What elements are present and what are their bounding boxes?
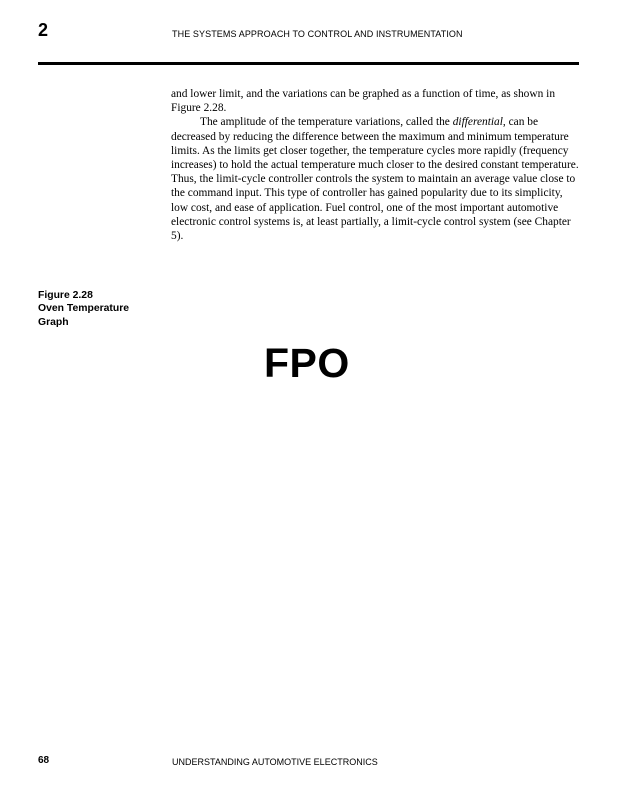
paragraph-text: , can be decreased by reducing the difference between the maximum and minimum temperature limits. As the limits get closer together, the temperature cycles more rapidly (frequency increases) to hold the actual temperature much closer to the desired constant temperature. Thus, the limit-cycle controller controls the system to maintain an average value close to the command input. This type of controller has gained popularity due to its simplicity, low cost, and ease of application. Fuel control, one of the most important automotive electronic control systems is, at least partially, a limit-cycle control system (see Chapter 5).	[171, 116, 579, 243]
italic-term: differential	[452, 116, 503, 129]
caption-line: Figure 2.28	[38, 290, 93, 301]
running-head: THE SYSTEMS APPROACH TO CONTROL AND INSTRUMENTATION	[172, 29, 463, 39]
page-number: 68	[38, 755, 50, 766]
chapter-number: 2	[38, 20, 49, 40]
figure-placeholder: FPO	[264, 340, 350, 386]
header-rule	[38, 62, 579, 65]
caption-line: Oven Temperature	[38, 303, 130, 315]
paragraph-text: The amplitude of the temperature variations, called the	[200, 116, 453, 129]
figure-caption	[38, 289, 148, 329]
running-foot: UNDERSTANDING AUTOMOTIVE ELECTRONICS	[172, 757, 378, 767]
paragraph	[171, 115, 580, 243]
paragraph: and lower limit, and the variations can be graphed as a function of time, as shown in Figure 2.28.	[171, 88, 556, 115]
caption-line: Graph	[38, 316, 69, 328]
body-text	[171, 87, 580, 243]
